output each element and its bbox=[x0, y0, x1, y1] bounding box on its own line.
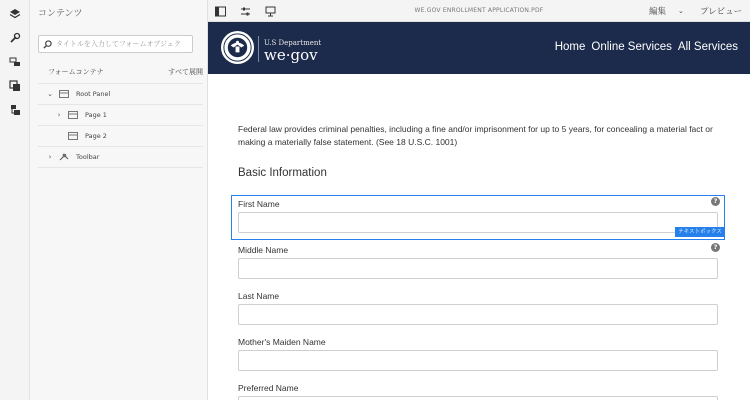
panel-icon bbox=[67, 132, 78, 141]
last-name-input[interactable] bbox=[238, 304, 718, 325]
chevron-down-icon[interactable]: ⌄ bbox=[47, 90, 53, 98]
divider bbox=[38, 146, 203, 147]
mode-label: 編集 bbox=[649, 7, 667, 17]
field-label: Middle Name bbox=[238, 245, 289, 255]
divider bbox=[38, 167, 203, 168]
chevron-right-icon[interactable]: › bbox=[48, 153, 52, 161]
field-label: Last Name bbox=[238, 291, 280, 301]
tree-root-label: フォームコンテナ bbox=[48, 68, 104, 76]
site-nav bbox=[555, 41, 738, 53]
selection-outline bbox=[231, 195, 725, 240]
panel-title: コンテンツ bbox=[38, 9, 83, 19]
layers-icon[interactable] bbox=[4, 4, 26, 24]
chevron-down-icon: ⌄ bbox=[678, 7, 684, 15]
help-icon[interactable]: ? bbox=[711, 197, 720, 206]
department-seal-icon bbox=[220, 30, 255, 65]
preview-button[interactable]: プレビュー bbox=[700, 7, 743, 17]
search-icon bbox=[43, 40, 52, 49]
divider bbox=[38, 104, 203, 105]
section-title: Basic Information bbox=[238, 167, 327, 179]
maiden-name-field[interactable] bbox=[238, 337, 718, 347]
field-label: First Name bbox=[238, 199, 280, 209]
middle-name-input[interactable] bbox=[238, 258, 718, 279]
brand-department: U.S Department bbox=[264, 39, 322, 47]
divider bbox=[38, 83, 203, 84]
mode-selector[interactable] bbox=[649, 5, 684, 17]
document-title: WE.GOV ENROLLMENT APPLICATION.PDF bbox=[414, 7, 544, 14]
editor-toolbar bbox=[208, 0, 750, 22]
tree-item-label: Root Panel bbox=[76, 90, 111, 98]
tree-item-label: Page 1 bbox=[85, 111, 107, 119]
preferred-name-input[interactable] bbox=[238, 396, 718, 400]
content-panel bbox=[30, 0, 208, 400]
nav-all-services-link[interactable]: All Services bbox=[677, 41, 738, 53]
preferred-name-field[interactable] bbox=[238, 383, 718, 393]
tree-item-root-panel[interactable] bbox=[46, 85, 110, 103]
brand-divider bbox=[258, 36, 259, 62]
chevron-right-icon[interactable]: › bbox=[57, 111, 61, 119]
last-name-field[interactable] bbox=[238, 291, 718, 301]
component-type-tag: テキストボックス bbox=[675, 227, 725, 237]
tree-item-toolbar[interactable] bbox=[46, 148, 99, 166]
field-label: Preferred Name bbox=[238, 383, 299, 393]
legal-notice: Federal law provides criminal penalties, including a fine and/or imprisonment for up to 5 years, for concealing a material fact or making a materially false statement. (See 18 U.S.C. 1001) bbox=[238, 124, 713, 147]
data-model-icon[interactable] bbox=[4, 100, 26, 120]
wrench-icon[interactable] bbox=[4, 28, 26, 48]
form-canvas bbox=[208, 22, 750, 400]
expand-all-link[interactable]: すべて展開 bbox=[168, 68, 203, 76]
components-icon[interactable] bbox=[4, 52, 26, 72]
toolbar-tools-icon bbox=[58, 153, 69, 162]
assets-icon[interactable] bbox=[4, 76, 26, 96]
search-input[interactable] bbox=[56, 40, 191, 48]
help-icon[interactable]: ? bbox=[711, 243, 720, 252]
panel-icon bbox=[67, 111, 78, 120]
divider bbox=[38, 125, 203, 126]
side-rail bbox=[0, 0, 30, 400]
site-header bbox=[208, 22, 750, 74]
maiden-name-input[interactable] bbox=[238, 350, 718, 371]
tree-item-label: Page 2 bbox=[85, 132, 107, 140]
tree-item-page-2[interactable] bbox=[55, 127, 107, 145]
nav-online-services-link[interactable]: Online Services bbox=[591, 41, 672, 53]
middle-name-field[interactable] bbox=[238, 245, 718, 255]
brand-logo-text: we·gov bbox=[264, 46, 318, 64]
field-label: Mother's Maiden Name bbox=[238, 337, 326, 347]
nav-home-link[interactable]: Home bbox=[554, 41, 586, 53]
tree-item-page-1[interactable] bbox=[55, 106, 107, 124]
tree-item-label: Toolbar bbox=[76, 153, 100, 161]
tree-root-row[interactable] bbox=[38, 64, 203, 80]
search-box[interactable] bbox=[38, 35, 193, 53]
panel-icon bbox=[58, 90, 69, 99]
